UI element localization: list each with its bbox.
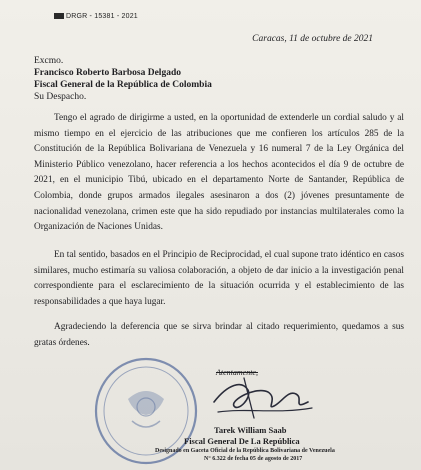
appointment-line-1: Designado en Gaceta Oficial de la República Bolivariana de Venezuela (155, 448, 335, 454)
recipient-closing: Su Despacho. (34, 92, 87, 102)
body-paragraph-1: Tengo el agrado de dirigirme a usted, en la oportunidad de extenderle un cordial saludo y al mismo tiempo en el ejercicio de las atribuciones que me confieren los artículos 285 de la Constitución de la República Bolivariana de Venezuela y 16 numeral 7 de la Ley Orgánica del Ministerio Público venezolano, hacer referencia a los hechos acontecidos el día 9 de octubre de 2021, en el municipio Tibú, ubicado en el departamento Norte de Santander, República de Colombia, donde grupos armados ilegales asesinaron a dos (2) jóvenes presuntamente de nacionalidad venezolana, crimen este que ha sido repudiado por instancias multilaterales como la Organización de Naciones Unidas. (34, 113, 404, 233)
reference-number (54, 13, 138, 20)
appointment-line-2: N° 6.322 de fecha 05 de agosto de 2017 (204, 456, 303, 462)
recipient-block (34, 55, 404, 103)
body-paragraph-3: Agradeciendo la deferencia que se sirva brindar al citado requerimiento, quedamos a sus gratas órdenes. (34, 322, 404, 348)
attentively-closing: Atentamente, (216, 368, 258, 377)
reference-text: DRGR - 15381 - 2021 (66, 13, 138, 20)
body-paragraph-2: En tal sentido, basados en el Principio de Reciprocidad, el cual supone trato idéntico en casos similares, mucho estimaría su valiosa colaboración, a objeto de dar inicio a la investigación penal correspondiente para el esclarecimiento de la situación ocurrida y el establecimiento de las responsabilidades a que haya lugar. (34, 250, 404, 307)
redaction-mark (54, 13, 64, 19)
letter-date: Caracas, 11 de octubre de 2021 (252, 34, 373, 44)
recipient-greeting: Excmo. (34, 56, 64, 66)
recipient-name: Francisco Roberto Barbosa Delgado (34, 68, 181, 78)
handwritten-signature (208, 372, 318, 424)
signatory-title: Fiscal General De La República (184, 436, 300, 446)
recipient-title: Fiscal General de la República de Colombia (34, 80, 212, 90)
signatory-name: Tarek William Saab (214, 425, 287, 435)
